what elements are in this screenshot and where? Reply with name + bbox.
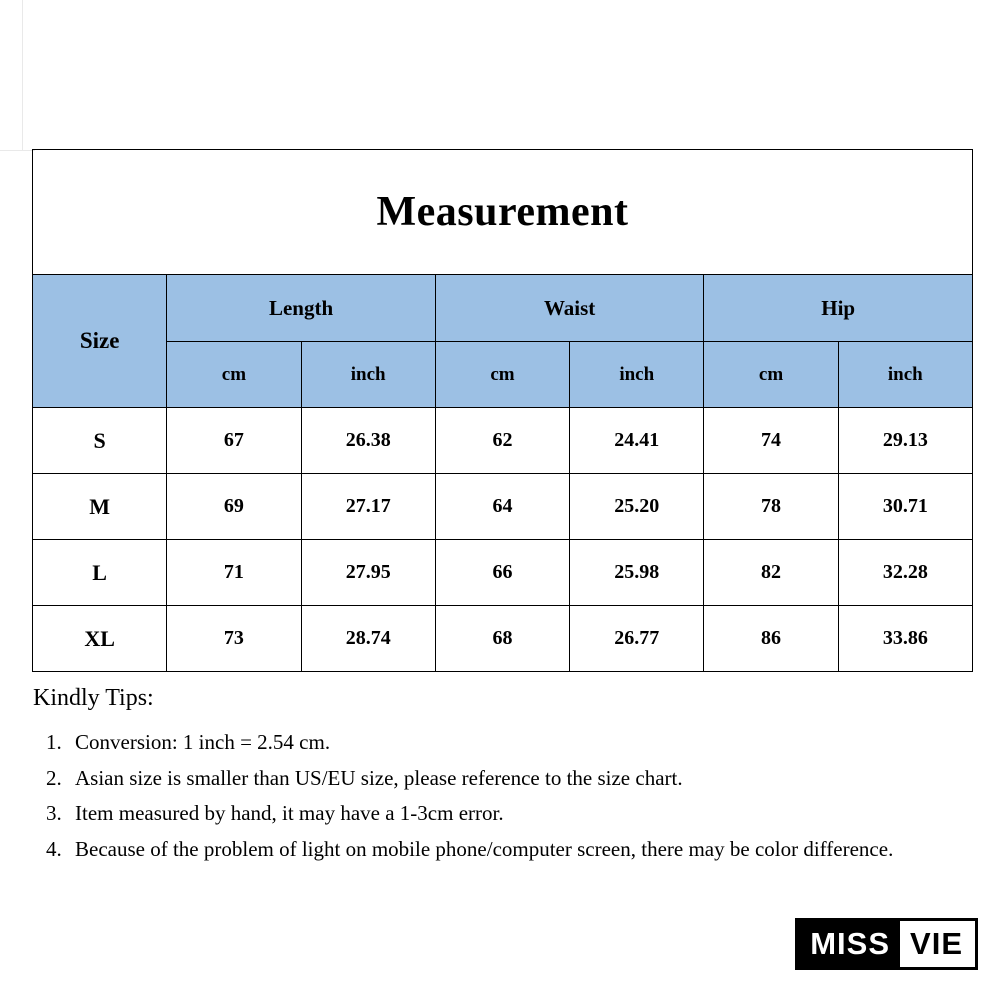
brand-logo-dark-text: MISS (798, 921, 900, 967)
size-label: L (33, 540, 167, 606)
measurement-table-container (32, 149, 973, 672)
table-row-title (33, 150, 973, 275)
list-item: 1. Conversion: 1 inch = 2.54 cm. (67, 726, 963, 759)
measurement-table (32, 149, 973, 672)
unit-header-waist-inch: inch (570, 342, 704, 408)
cell-length-inch: 27.95 (301, 540, 435, 606)
unit-header-waist-cm: cm (435, 342, 569, 408)
table-row (33, 540, 973, 606)
guide-line-vertical (22, 0, 23, 150)
cell-length-cm: 71 (167, 540, 301, 606)
cell-waist-inch: 24.41 (570, 408, 704, 474)
cell-hip-inch: 33.86 (838, 606, 972, 672)
cell-hip-cm: 78 (704, 474, 838, 540)
cell-hip-cm: 82 (704, 540, 838, 606)
cell-length-cm: 67 (167, 408, 301, 474)
cell-waist-cm: 64 (435, 474, 569, 540)
cell-length-inch: 26.38 (301, 408, 435, 474)
cell-waist-inch: 25.20 (570, 474, 704, 540)
column-header-hip: Hip (704, 275, 973, 342)
cell-waist-inch: 26.77 (570, 606, 704, 672)
column-header-size: Size (33, 275, 167, 408)
cell-length-inch: 28.74 (301, 606, 435, 672)
cell-hip-inch: 32.28 (838, 540, 972, 606)
column-header-length: Length (167, 275, 436, 342)
table-row-group-header (33, 275, 973, 342)
cell-length-inch: 27.17 (301, 474, 435, 540)
cell-waist-cm: 68 (435, 606, 569, 672)
cell-hip-inch: 29.13 (838, 408, 972, 474)
cell-hip-inch: 30.71 (838, 474, 972, 540)
column-header-waist: Waist (435, 275, 704, 342)
cell-waist-inch: 25.98 (570, 540, 704, 606)
size-label: XL (33, 606, 167, 672)
table-row (33, 408, 973, 474)
table-row (33, 606, 973, 672)
list-item: 4. Because of the problem of light on mobile phone/computer screen, there may be color difference. (67, 833, 963, 866)
cell-length-cm: 73 (167, 606, 301, 672)
list-item: 2. Asian size is smaller than US/EU size, please reference to the size chart. (67, 762, 963, 795)
cell-hip-cm: 74 (704, 408, 838, 474)
tips-list (33, 726, 963, 865)
size-label: M (33, 474, 167, 540)
size-label: S (33, 408, 167, 474)
cell-waist-cm: 62 (435, 408, 569, 474)
cell-length-cm: 69 (167, 474, 301, 540)
unit-header-length-cm: cm (167, 342, 301, 408)
page-title: Measurement (33, 150, 973, 275)
table-row (33, 474, 973, 540)
cell-hip-cm: 86 (704, 606, 838, 672)
brand-logo (795, 918, 978, 970)
cell-waist-cm: 66 (435, 540, 569, 606)
unit-header-hip-cm: cm (704, 342, 838, 408)
list-item: 3. Item measured by hand, it may have a 1-3cm error. (67, 797, 963, 830)
guide-line-horizontal (0, 150, 35, 151)
tips-heading: Kindly Tips: (33, 685, 154, 711)
table-row-unit-header (33, 342, 973, 408)
kindly-tips-section (33, 685, 963, 868)
brand-logo-light-text: VIE (900, 921, 975, 967)
unit-header-hip-inch: inch (838, 342, 972, 408)
unit-header-length-inch: inch (301, 342, 435, 408)
